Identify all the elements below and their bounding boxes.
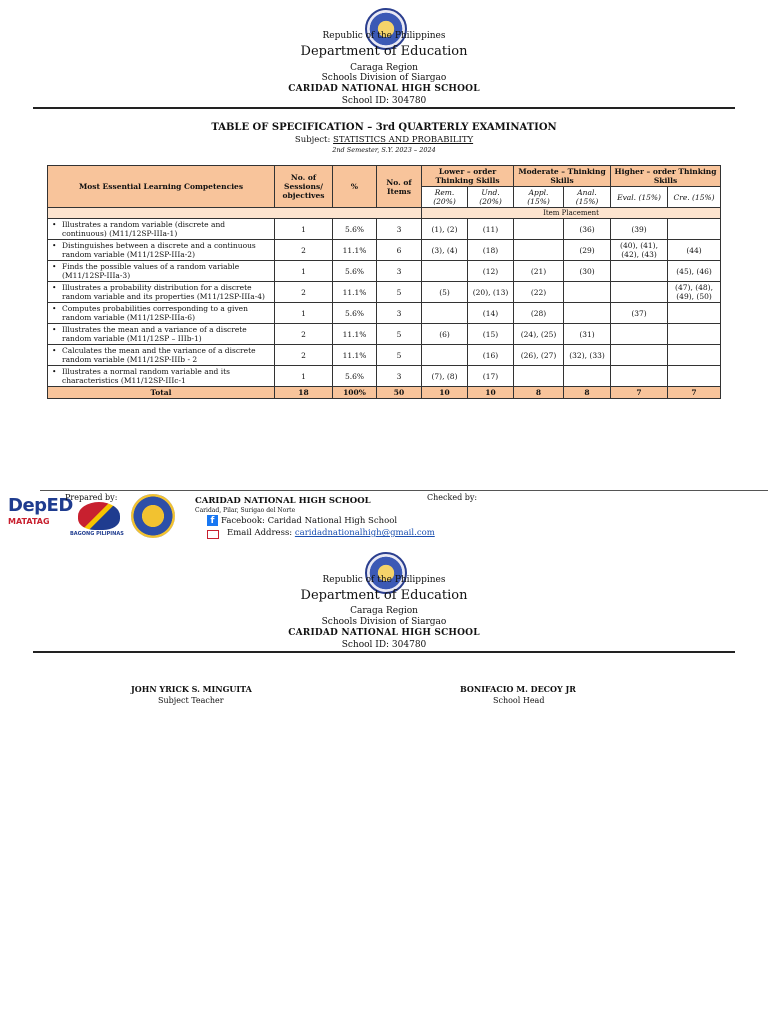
region-text: Caraga Region — [350, 63, 418, 73]
cell-eval — [611, 324, 668, 345]
competency-cell: • Finds the possible values of a random variable (M11/12SP-IIIa-3) — [48, 261, 275, 282]
header-moderate: Moderate – Thinking Skills — [514, 166, 611, 187]
deped-logo-text: DepED — [8, 495, 73, 516]
cell-appl: (21) — [514, 261, 564, 282]
competency-cell: • Calculates the mean and the variance of a discrete random variable (M11/12SP-IIIb - 2 — [48, 345, 275, 366]
cell-und: (11) — [468, 219, 514, 240]
header-rem: Rem. (20%) — [422, 187, 468, 208]
header-competency: Most Essential Learning Competencies — [48, 166, 275, 208]
cell-anal — [564, 366, 611, 387]
header-divider — [33, 107, 735, 109]
cell-p: 5.6% — [333, 303, 377, 324]
bagong-pilipinas-icon — [78, 502, 120, 530]
cell-appl — [514, 219, 564, 240]
cell-anal: (31) — [564, 324, 611, 345]
total-sessions: 18 — [275, 387, 333, 399]
cell-eval: (37) — [611, 303, 668, 324]
teacher-name: JOHN YRICK S. MINGUITA — [131, 684, 252, 694]
cell-rem: (3), (4) — [422, 240, 468, 261]
footer-divider — [40, 490, 768, 491]
competency-cell: • Illustrates a random variable (discrete and continuous) (M11/12SP-IIIa-1) — [48, 219, 275, 240]
footer-address: Caridad, Pilar, Surigao del Norte — [195, 507, 296, 514]
teacher-role: Subject Teacher — [158, 696, 224, 705]
cell-p: 11.1% — [333, 324, 377, 345]
department-text-2: Department of Education — [300, 588, 468, 603]
subject-label: Subject: — [294, 135, 331, 145]
competency-cell: • Illustrates the mean and a variance of a discrete random variable (M11/12SP – IIIb-1) — [48, 324, 275, 345]
republic-text-2: Republic of the Philippines — [322, 575, 446, 585]
semester-text: 2nd Semester, S.Y. 2023 – 2024 — [332, 146, 436, 154]
division-text-2: Schools Division of Siargao — [321, 617, 447, 627]
header-items: No. of Items — [377, 166, 422, 208]
table-row — [48, 324, 721, 345]
cell-p: 11.1% — [333, 282, 377, 303]
table-row — [48, 345, 721, 366]
school-name-2: CARIDAD NATIONAL HIGH SCHOOL — [288, 628, 480, 638]
subject-line — [0, 135, 768, 145]
cell-s: 2 — [275, 282, 333, 303]
cell-n: 3 — [377, 366, 422, 387]
cell-appl — [514, 240, 564, 261]
total-items: 50 — [377, 387, 422, 399]
table-row — [48, 261, 721, 282]
cell-s: 1 — [275, 366, 333, 387]
header-higher-order: Higher – order Thinking Skills — [611, 166, 721, 187]
cell-und: (20), (13) — [468, 282, 514, 303]
cell-und: (18) — [468, 240, 514, 261]
cell-p: 11.1% — [333, 345, 377, 366]
cell-eval: (40), (41), (42), (43) — [611, 240, 668, 261]
table-row — [48, 240, 721, 261]
header-item-placement: Item Placement — [422, 208, 721, 219]
subject-value: STATISTICS AND PROBABILITY — [333, 135, 474, 145]
doc-title: TABLE OF SPECIFICATION – 3rd QUARTERLY EXAMINATION — [211, 122, 557, 133]
footer-email-line — [227, 528, 435, 538]
prepared-by-label: Prepared by: — [65, 493, 118, 502]
total-percent: 100% — [333, 387, 377, 399]
cell-rem: (7), (8) — [422, 366, 468, 387]
table-row — [48, 303, 721, 324]
cell-anal: (30) — [564, 261, 611, 282]
email-label: Email Address: — [227, 528, 293, 538]
cell-und: (14) — [468, 303, 514, 324]
cell-eval — [611, 261, 668, 282]
table-row — [48, 366, 721, 387]
cell-rem: (5) — [422, 282, 468, 303]
cell-p: 5.6% — [333, 219, 377, 240]
total-anal: 8 — [564, 387, 611, 399]
cell-rem: (6) — [422, 324, 468, 345]
cell-anal: (36) — [564, 219, 611, 240]
header-appl: Appl. (15%) — [514, 187, 564, 208]
cell-eval — [611, 366, 668, 387]
cell-n: 3 — [377, 219, 422, 240]
cell-anal: (29) — [564, 240, 611, 261]
total-eval: 7 — [611, 387, 668, 399]
cell-und: (12) — [468, 261, 514, 282]
cell-cre — [668, 219, 721, 240]
cell-n: 5 — [377, 324, 422, 345]
checked-by-label: Checked by: — [427, 493, 478, 502]
competency-cell: • Illustrates a normal random variable and its characteristics (M11/12SP-IIIc-1 — [48, 366, 275, 387]
cell-s: 1 — [275, 303, 333, 324]
table-row — [48, 219, 721, 240]
header-sessions: No. of Sessions/ objectives — [275, 166, 333, 208]
header-lower-order: Lower – order Thinking Skills — [422, 166, 514, 187]
cell-p: 5.6% — [333, 261, 377, 282]
cell-rem: (1), (2) — [422, 219, 468, 240]
cell-appl — [514, 366, 564, 387]
deped-logo — [8, 495, 73, 526]
total-appl: 8 — [514, 387, 564, 399]
cell-n: 5 — [377, 345, 422, 366]
region-text-2: Caraga Region — [350, 606, 418, 616]
matatag-text: MATATAG — [8, 517, 50, 526]
cell-n: 3 — [377, 303, 422, 324]
header-cre: Cre. (15%) — [668, 187, 721, 208]
competency-cell: • Illustrates a probability distribution for a discrete random variable and its properties (M11/12SP-IIIa-4) — [48, 282, 275, 303]
specification-table — [47, 165, 721, 399]
head-role: School Head — [493, 696, 545, 705]
cell-n: 5 — [377, 282, 422, 303]
competency-cell: • Distinguishes between a discrete and a continuous random variable (M11/12SP-IIIa-2) — [48, 240, 275, 261]
cell-rem — [422, 303, 468, 324]
cell-eval: (39) — [611, 219, 668, 240]
cell-n: 6 — [377, 240, 422, 261]
total-cre: 7 — [668, 387, 721, 399]
table-row — [48, 282, 721, 303]
header-divider-2 — [33, 651, 735, 653]
department-text: Department of Education — [300, 44, 468, 59]
competency-cell: • Computes probabilities corresponding to a given random variable (M11/12SP-IIIa-6) — [48, 303, 275, 324]
cell-s: 2 — [275, 240, 333, 261]
total-rem: 10 — [422, 387, 468, 399]
cell-cre — [668, 303, 721, 324]
head-name: BONIFACIO M. DECOY JR — [460, 684, 576, 694]
school-name: CARIDAD NATIONAL HIGH SCHOOL — [288, 84, 480, 94]
cell-anal — [564, 282, 611, 303]
total-und: 10 — [468, 387, 514, 399]
cell-anal: (32), (33) — [564, 345, 611, 366]
cell-anal — [564, 303, 611, 324]
cell-appl: (26), (27) — [514, 345, 564, 366]
header-percent: % — [333, 166, 377, 208]
facebook-icon: f — [207, 515, 218, 526]
cell-cre: (47), (48), (49), (50) — [668, 282, 721, 303]
cell-cre — [668, 324, 721, 345]
footer-school-name: CARIDAD NATIONAL HIGH SCHOOL — [195, 496, 371, 506]
cell-s: 2 — [275, 324, 333, 345]
cell-s: 1 — [275, 261, 333, 282]
cell-cre: (45), (46) — [668, 261, 721, 282]
cell-und: (16) — [468, 345, 514, 366]
header-und: Und. (20%) — [468, 187, 514, 208]
email-icon — [207, 530, 219, 539]
cell-eval — [611, 282, 668, 303]
cell-cre: (44) — [668, 240, 721, 261]
total-label: Total — [48, 387, 275, 399]
cell-p: 11.1% — [333, 240, 377, 261]
cell-cre — [668, 366, 721, 387]
school-id-2: School ID: 304780 — [341, 640, 427, 650]
republic-text: Republic of the Philippines — [322, 31, 446, 41]
cell-p: 5.6% — [333, 366, 377, 387]
cell-appl: (28) — [514, 303, 564, 324]
total-row — [48, 387, 721, 399]
cell-rem — [422, 345, 468, 366]
cell-rem — [422, 261, 468, 282]
cell-appl: (22) — [514, 282, 564, 303]
division-text: Schools Division of Siargao — [321, 73, 447, 83]
email-link[interactable]: caridadnationalhigh@gmail.com — [294, 528, 435, 538]
footer-facebook: Facebook: Caridad National High School — [221, 516, 398, 526]
cell-und: (15) — [468, 324, 514, 345]
school-seal-icon — [131, 494, 175, 538]
header-anal: Anal. (15%) — [564, 187, 611, 208]
cell-und: (17) — [468, 366, 514, 387]
cell-n: 3 — [377, 261, 422, 282]
cell-appl: (24), (25) — [514, 324, 564, 345]
school-id: School ID: 304780 — [341, 96, 427, 106]
cell-eval — [611, 345, 668, 366]
cell-s: 2 — [275, 345, 333, 366]
header-eval: Eval. (15%) — [611, 187, 668, 208]
bagong-pilipinas-text: BAGONG PILIPINAS — [70, 531, 124, 537]
cell-s: 1 — [275, 219, 333, 240]
cell-cre — [668, 345, 721, 366]
